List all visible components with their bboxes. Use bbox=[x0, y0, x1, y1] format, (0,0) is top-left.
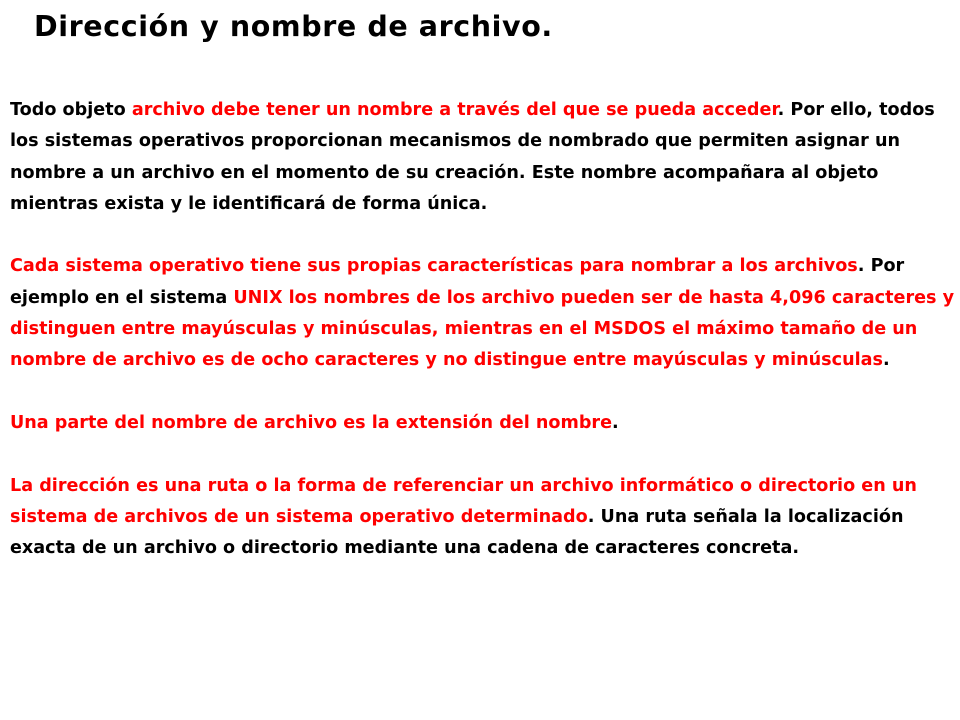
highlighted-text-run: Una parte del nombre de archivo es la extensión del nombre bbox=[10, 412, 613, 433]
slide-body bbox=[10, 95, 955, 564]
paragraph-os-naming-rules bbox=[10, 251, 955, 376]
paragraph-spacer bbox=[10, 439, 955, 470]
highlighted-text-run: Cada sistema operativo tiene sus propias características para nombrar a los archivos bbox=[10, 256, 858, 277]
paragraph-spacer bbox=[10, 377, 955, 408]
highlighted-text-run: archivo debe tener un nombre a través del que se pueda acceder bbox=[131, 100, 778, 120]
paragraph-path bbox=[10, 471, 955, 565]
paragraph-file-naming bbox=[10, 95, 955, 220]
text-run: Todo objeto bbox=[10, 100, 132, 120]
text-run: . Por ejemplo en el sistema bbox=[10, 256, 905, 308]
paragraph-spacer bbox=[10, 220, 955, 251]
text-run: . Una ruta señala la localización exacta de un archivo o directorio mediante una cadena de caracteres concreta. bbox=[10, 506, 904, 559]
text-run: . bbox=[612, 412, 619, 433]
paragraph-extension bbox=[10, 408, 955, 439]
slide-title: Dirección y nombre de archivo. bbox=[34, 10, 553, 43]
highlighted-text-run: UNIX los nombres de los archivo pueden ser de hasta 4,096 caracteres y distinguen entre mayúsculas y minúsculas, mientras en el MSDOS el máximo tamaño de un nombre de archivo es de ocho caracteres y no distingue entre mayúsculas y minúsculas bbox=[10, 287, 955, 371]
highlighted-text-run: La dirección es una ruta o la forma de referenciar un archivo informático o directorio en un sistema de archivos de un sistema operativo determinado bbox=[10, 475, 917, 527]
text-run: . Por ello, todos los sistemas operativos proporcionan mecanismos de nombrado que permiten asignar un nombre a un archivo en el momento de su creación. Este nombre acompañara al objeto mientras exista y le identificará de forma única. bbox=[10, 100, 935, 214]
text-run: . bbox=[882, 350, 890, 371]
